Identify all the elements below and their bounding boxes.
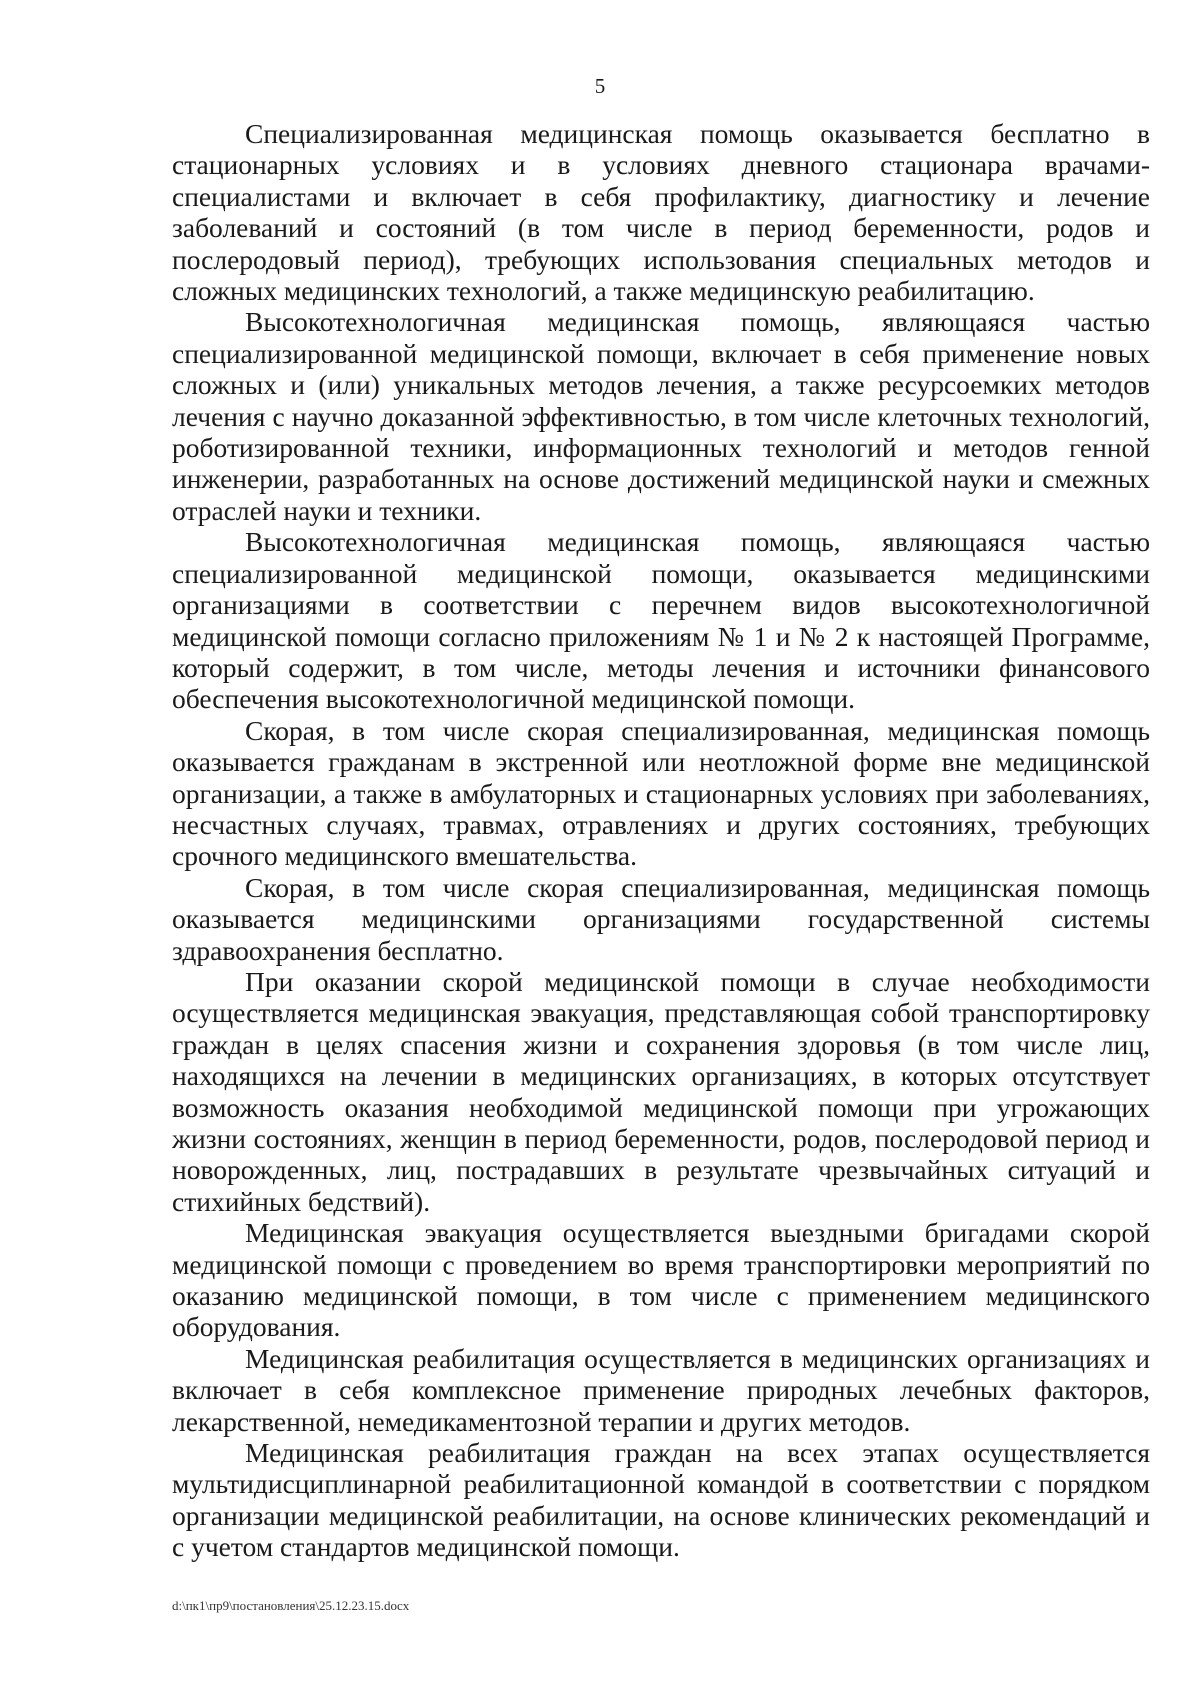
page-number: 5 xyxy=(594,74,606,98)
paragraph: Скорая, в том числе скорая специализированная, медицинская помощь оказывается гражданам в экстренной или неотложной форме вне медицинской организации, а также в амбулаторных и стационарных условиях при заболеваниях, несчастных случаях, травмах, отравлениях и других состояниях, требующих срочного медицинского вмешательства. xyxy=(172,714,1150,872)
paragraph: При оказании скорой медицинской помощи в случае необходимости осуществляется медицинская эвакуация, представляющая собой транспортировку граждан в целях спасения жизни и сохранения здоровья (в том числе лиц, находящихся на лечении в медицинских организациях, в которых отсутствует возможность оказания необходимой медицинской помощи при угрожающих жизни состояниях, женщин в период беременности, родов, послеродовой период и новорожденных, лиц, пострадавших в результате чрезвычайных ситуаций и стихийных бедствий). xyxy=(172,965,1150,1217)
document-body xyxy=(172,118,1150,1563)
paragraph: Скорая, в том числе скорая специализированная, медицинская помощь оказывается медицинскими организациями государственной системы здравоохранения бесплатно. xyxy=(172,871,1150,966)
paragraph: Специализированная медицинская помощь оказывается бесплатно в стационарных условиях и в условиях дневного стационара врачами-специалистами и включает в себя профилактику, диагностику и лечение заболеваний и состояний (в том числе в период беременности, родов и послеродовый период), требующих использования специальных методов и сложных медицинских технологий, а также медицинскую реабилитацию. xyxy=(172,118,1150,307)
paragraph: Высокотехнологичная медицинская помощь, являющаяся частью специализированной медицинской помощи, включает в себя применение новых сложных и (или) уникальных методов лечения, а также ресурсоемких методов лечения с научно доказанной эффективностью, в том числе клеточных технологий, роботизированной техники, информационных технологий и методов генной инженерии, разработанных на основе достижений медицинской науки и смежных отраслей науки и техники. xyxy=(172,306,1150,526)
paragraph: Высокотехнологичная медицинская помощь, являющаяся частью специализированной медицинской помощи, оказывается медицинскими организациями в соответствии с перечнем видов высокотехнологичной медицинской помощи согласно приложениям № 1 и № 2 к настоящей Программе, который содержит, в том числе, методы лечения и источники финансового обеспечения высокотехнологичной медицинской помощи. xyxy=(172,526,1150,715)
footer-file-path: d:\пк1\пр9\постановления\25.12.23.15.docx xyxy=(172,1598,410,1613)
paragraph: Медицинская реабилитация осуществляется в медицинских организациях и включает в себя комплексное применение природных лечебных факторов, лекарственной, немедикаментозной терапии и других методов. xyxy=(172,1342,1150,1437)
paragraph: Медицинская реабилитация граждан на всех этапах осуществляется мультидисциплинарной реабилитационной командой в соответствии с порядком организации медицинской реабилитации, на основе клинических рекомендаций и с учетом стандартов медицинской помощи. xyxy=(172,1437,1150,1563)
paragraph: Медицинская эвакуация осуществляется выездными бригадами скорой медицинской помощи с проведением во время транспортировки мероприятий по оказанию медицинской помощи, в том числе с применением медицинского оборудования. xyxy=(172,1217,1150,1343)
